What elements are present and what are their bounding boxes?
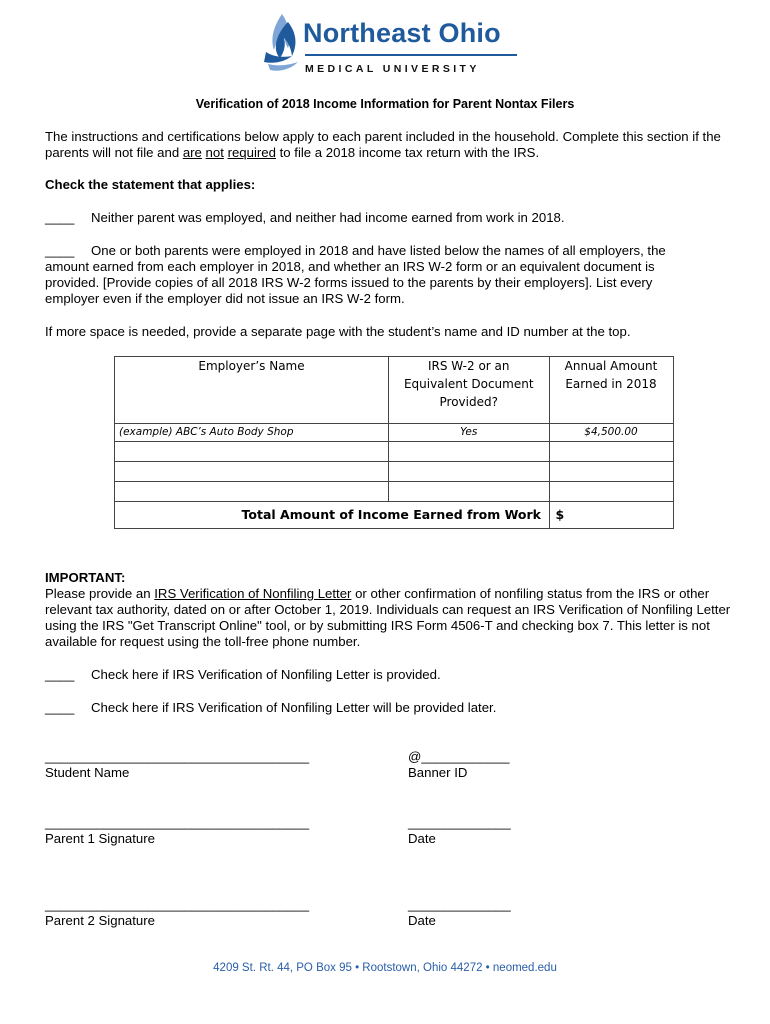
table-row[interactable] (115, 482, 674, 502)
w2-cell[interactable] (389, 482, 550, 502)
provided-blank[interactable]: ____ (45, 667, 75, 682)
example-w2: Yes (389, 424, 550, 442)
total-currency: $ (555, 507, 565, 522)
total-label: Total Amount of Income Earned from Work (241, 507, 541, 522)
total-label-cell (241, 502, 550, 529)
banner-id-label: Banner ID (408, 765, 468, 780)
logo-subtitle: MEDICAL UNIVERSITY (305, 63, 480, 75)
parent1-date-line[interactable]: ______________ (408, 815, 511, 830)
later-blank[interactable]: ____ (45, 700, 75, 715)
example-amount: $4,500.00 (549, 424, 673, 442)
amount-cell[interactable] (549, 462, 673, 482)
university-logo (258, 12, 520, 74)
intro-paragraph (45, 129, 735, 161)
employer-cell[interactable] (115, 442, 389, 462)
annual-amount-header: Annual Amount Earned in 2018 (549, 357, 673, 424)
later-text: Check here if IRS Verification of Nonfiling Letter will be provided later. (91, 700, 497, 715)
banner-id-line[interactable]: @____________ (408, 749, 510, 764)
amount-cell[interactable] (549, 482, 673, 502)
parent2-signature-label: Parent 2 Signature (45, 913, 155, 928)
employer-table (114, 356, 674, 529)
logo-divider (305, 54, 517, 56)
student-name-label: Student Name (45, 765, 130, 780)
w2-provided-header: IRS W-2 or an Equivalent Document Provided? (389, 357, 550, 424)
employer-cell[interactable] (115, 482, 389, 502)
table-row[interactable] (115, 462, 674, 482)
w2-cell[interactable] (389, 462, 550, 482)
flame-emblem-icon (258, 12, 308, 74)
intro-are: are (182, 145, 202, 160)
example-employer: (example) ABC’s Auto Body Shop (115, 424, 389, 442)
student-name-line[interactable]: ____________________________________ (45, 749, 310, 764)
w2-cell[interactable] (389, 442, 550, 462)
page-title: Verification of 2018 Income Information for Parent Nontax Filers (195, 97, 575, 111)
important-paragraph (45, 570, 735, 650)
parent1-signature-label: Parent 1 Signature (45, 831, 155, 846)
intro-text-1: The instructions and certifications below apply to each parent included in the household. Complete this section if the parents will not file and (45, 129, 721, 160)
important-start: Please provide an (45, 586, 155, 601)
check-heading: Check the statement that applies: (45, 177, 256, 192)
option2-line1: One or both parents were employed in 2018 and have listed below the names of all employers, the (91, 243, 666, 258)
total-amount-cell[interactable] (549, 502, 673, 529)
important-rest: or other confirmation of nonfiling status from the IRS or other relevant tax authority, dated on or after October 1, 2019. Individuals can request an IRS Verification of Nonfiling Letter using the IRS "Get Transcript Online" tool, or by submitting IRS Form 4506-T and checking box 7. This letter is not available for request using the toll-free phone number. (45, 586, 731, 649)
parent2-date-line[interactable]: ______________ (408, 897, 511, 912)
example-row (115, 424, 674, 442)
intro-required: required (227, 145, 276, 160)
option2-blank[interactable]: ____ (45, 243, 75, 258)
option2-line3: provided. [Provide copies of all 2018 IRS W-2 forms issued to the parents by their employers]. List every (45, 275, 653, 290)
employer-name-header: Employer’s Name (115, 357, 389, 424)
employer-cell[interactable] (115, 462, 389, 482)
table-row[interactable] (115, 442, 674, 462)
option1-text: Neither parent was employed, and neither had income earned from work in 2018. (91, 210, 565, 225)
footer-address: 4209 St. Rt. 44, PO Box 95 • Rootstown, Ohio 44272 • neomed.edu (213, 962, 557, 974)
table-header-row (115, 357, 674, 424)
intro-text-2: to file a 2018 income tax return with the IRS. (275, 145, 540, 160)
important-heading: IMPORTANT: (45, 570, 126, 585)
total-row (115, 502, 674, 529)
logo-title: Northeast Ohio (303, 18, 501, 48)
provided-text: Check here if IRS Verification of Nonfiling Letter is provided. (91, 667, 441, 682)
more-space-note: If more space is needed, provide a separate page with the student’s name and ID number at the top. (45, 324, 631, 339)
nonfiling-letter-link[interactable]: IRS Verification of Nonfiling Letter (154, 586, 352, 601)
intro-not: not (205, 145, 224, 160)
amount-cell[interactable] (549, 442, 673, 462)
option2-line4: employer even if the employer did not issue an IRS W-2 form. (45, 291, 405, 306)
parent1-date-label: Date (408, 831, 436, 846)
option1-blank[interactable]: ____ (45, 210, 75, 225)
option2-line2: amount earned from each employer in 2018, and whether an IRS W-2 form or an equivalent document is (45, 259, 655, 274)
parent2-date-label: Date (408, 913, 436, 928)
parent1-signature-line[interactable]: ____________________________________ (45, 815, 310, 830)
parent2-signature-line[interactable]: ____________________________________ (45, 897, 310, 912)
